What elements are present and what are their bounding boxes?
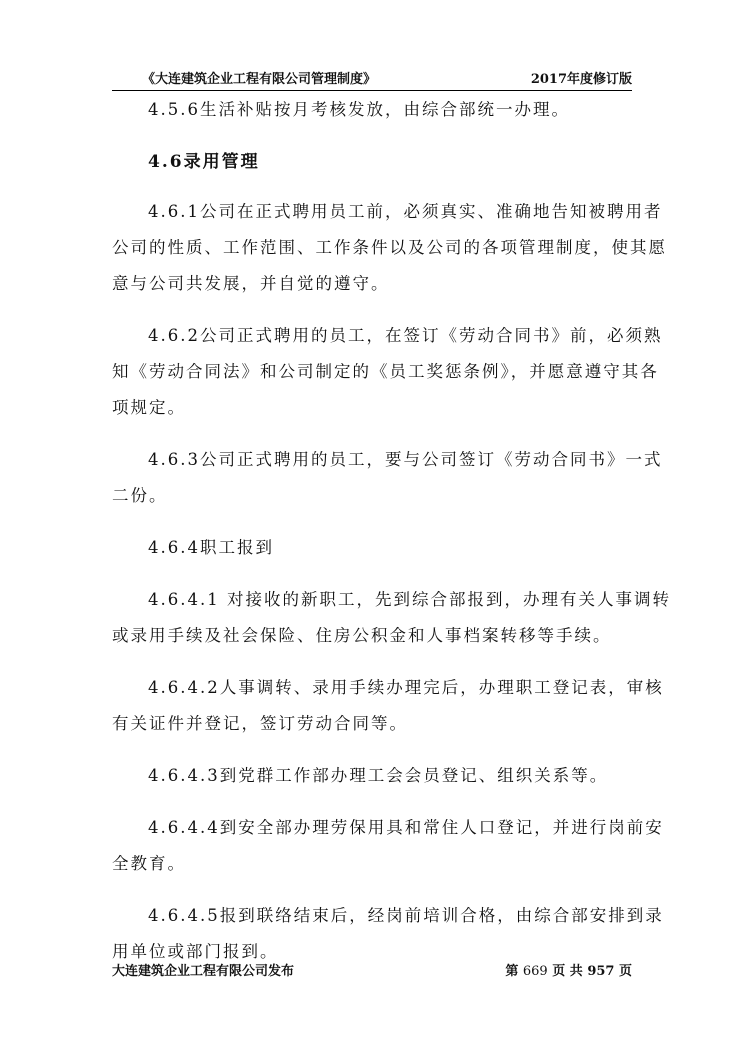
paragraph-line: 全教育。 — [112, 854, 186, 873]
paragraph-4-6-2 — [112, 318, 663, 426]
publisher-label: 大连建筑企业工程有限公司发布 — [112, 964, 295, 979]
paragraph-line: 有关证件并登记，签订劳动合同等。 — [112, 714, 408, 733]
paragraph-4-6-1 — [112, 194, 667, 302]
page-mid: 页 共 — [552, 964, 583, 979]
page-suffix: 页 — [618, 964, 632, 979]
version-label: 2017年度修订版 — [530, 72, 632, 87]
paragraph-line: 4.6.4.2人事调转、录用手续办理完后，办理职工登记表，审核 — [148, 678, 664, 697]
paragraph-line: 项规定。 — [112, 398, 186, 417]
paragraph-line: 4.5.6生活补贴按月考核发放，由综合部统一办理。 — [148, 100, 570, 119]
paragraph-4-6-4-2 — [112, 670, 664, 742]
total-page-number: 957 — [587, 964, 615, 979]
paragraph-line: 或录用手续及社会保险、住房公积金和人事档案转移等手续。 — [112, 626, 612, 645]
paragraph-line: 公司的性质、工作范围、工作条件以及公司的各项管理制度，使其愿 — [112, 238, 667, 257]
paragraph-line: 意与公司共发展，并自觉的遵守。 — [112, 274, 390, 293]
paragraph-line: 知《劳动合同法》和公司制定的《员工奖惩条例》，并愿意遵守其各 — [112, 362, 659, 381]
paragraph-line: 4.6.2公司正式聘用的员工，在签订《劳动合同书》前，必须熟 — [148, 326, 663, 345]
paragraph-4-6-4-3 — [112, 758, 644, 794]
paragraph-4-6-3 — [112, 442, 663, 514]
paragraph-line: 4.6.4.1 对接收的新职工，先到综合部报到，办理有关人事调转 — [148, 590, 671, 609]
paragraph-line: 4.6.3公司正式聘用的员工，要与公司签订《劳动合同书》一式 — [148, 450, 663, 469]
page-header — [112, 66, 632, 91]
paragraph-4-6-4 — [112, 530, 644, 566]
page-counter — [505, 960, 632, 979]
paragraph-4-6-4-4 — [112, 810, 664, 882]
current-page-number: 669 — [522, 964, 548, 979]
paragraph-line: 二份。 — [112, 486, 168, 505]
page-prefix: 第 — [505, 964, 519, 979]
paragraph-line: 4.6.4.5报到联络结束后，经岗前培训合格，由综合部安排到录 — [148, 906, 664, 925]
paragraph-line: 4.6.4.4到安全部办理劳保用具和常住人口登记，并进行岗前安 — [148, 818, 664, 837]
document-body — [112, 92, 671, 986]
paragraph-4-5-6 — [112, 92, 644, 128]
section-heading-4-6: 4.6录用管理 — [148, 152, 260, 172]
document-title: 《大连建筑企业工程有限公司管理制度》 — [142, 72, 377, 87]
paragraph-line: 4.6.1公司在正式聘用员工前，必须真实、准确地告知被聘用者 — [148, 202, 663, 221]
paragraph-line: 4.6.4职工报到 — [148, 538, 274, 557]
paragraph-line: 4.6.4.3到党群工作部办理工会会员登记、组织关系等。 — [148, 766, 609, 785]
paragraph-4-6-4-1 — [112, 582, 671, 654]
paragraph-line: 用单位或部门报到。 — [112, 942, 279, 961]
